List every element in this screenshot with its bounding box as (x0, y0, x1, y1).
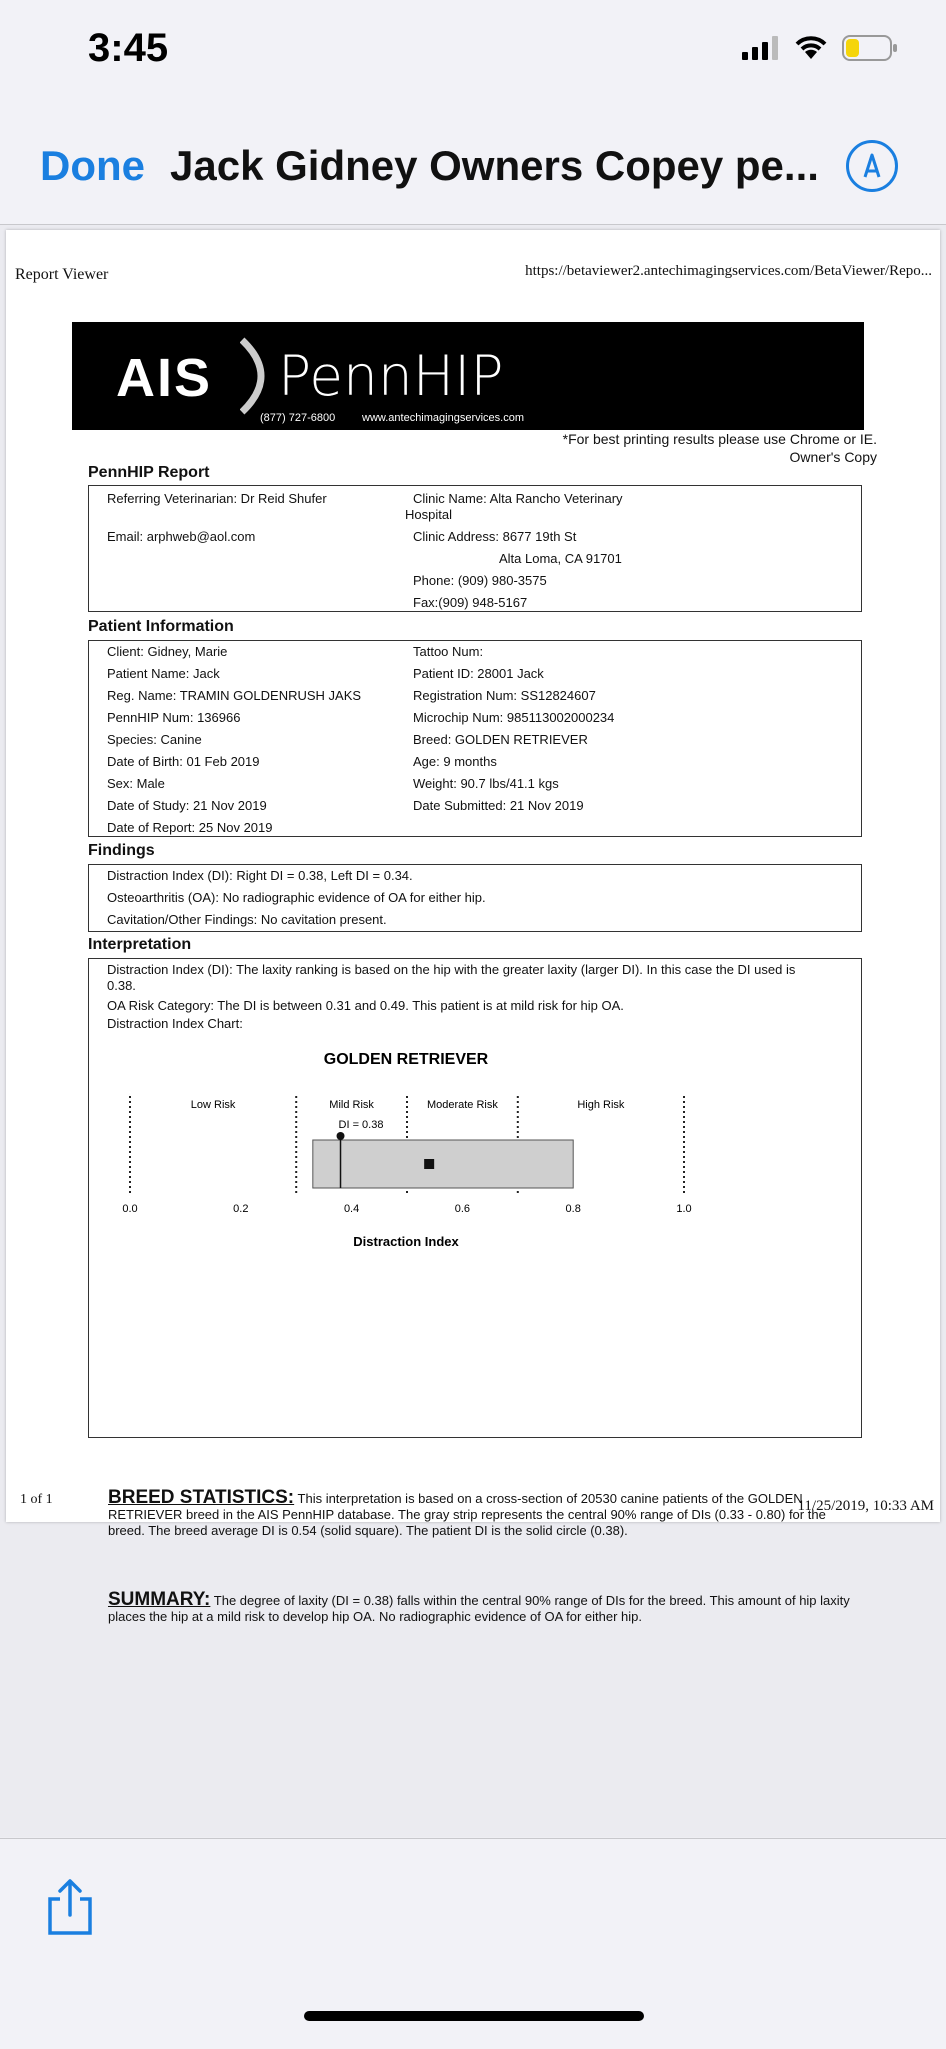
breed-average-marker (424, 1159, 434, 1169)
report-box (88, 485, 862, 612)
summary (108, 1589, 856, 1625)
page-number: 1 of 1 (20, 1492, 53, 1507)
status-time: 3:45 (88, 26, 169, 70)
share-icon (44, 1877, 96, 1937)
patient-field: Date Submitted: 21 Nov 2019 (413, 798, 584, 813)
email: Email: arphweb@aol.com (107, 529, 256, 544)
chart-title: GOLDEN RETRIEVER (323, 1051, 489, 1068)
patient-di-marker (337, 1132, 345, 1140)
clinic-phone: Phone: (909) 980-3575 (413, 573, 547, 588)
patient-field: PennHIP Num: 136966 (107, 710, 241, 725)
pennhip-banner (72, 322, 864, 430)
patient-field: Date of Study: 21 Nov 2019 (107, 798, 267, 813)
x-tick-label: 0.0 (122, 1203, 138, 1215)
interpretation-line: Distraction Index Chart: (107, 1016, 243, 1031)
print-note-line: *For best printing results please use Chrome or IE. (562, 431, 877, 447)
patient-field: Tattoo Num: (413, 644, 484, 659)
done-button[interactable]: Done (40, 142, 145, 189)
risk-zone-label: High Risk (577, 1099, 625, 1111)
patient-field: Date of Report: 25 Nov 2019 (107, 820, 273, 835)
risk-zone-label: Moderate Risk (426, 1099, 498, 1111)
clinic-name: Clinic Name: Alta Rancho Veterinary (413, 491, 623, 506)
breed-statistics-heading: BREED STATISTICS: (108, 1487, 295, 1508)
clinic-fax: Fax:(909) 948-5167 (413, 595, 528, 610)
patient-field: Reg. Name: TRAMIN GOLDENRUSH JAKS (107, 688, 362, 703)
page-header-url: https://betaviewer2.antechimagingservices.com/BetaViewer/Repo... (525, 263, 932, 279)
pennhip-logo-text: PennHIP (278, 344, 504, 408)
x-tick-label: 0.6 (454, 1203, 471, 1215)
finding-line: Distraction Index (DI): Right DI = 0.38, Left DI = 0.34. (107, 868, 413, 883)
patient-field: Patient ID: 28001 Jack (413, 666, 544, 681)
patient-di-label: DI = 0.38 (338, 1119, 384, 1131)
document-title: Jack Gidney Owners Copey pe... (170, 142, 819, 189)
breed-statistics-text: This interpretation is based on a cross-section of 20530 canine patients of the GOLDEN RETRIEVER breed in the AIS PennHIP database. The gray strip represents the central 90% range of DIs (0.33 - 0.80) for the breed. The breed average DI is 0.54 (solid square). The patient DI is the solid circle (0.38). (108, 1491, 826, 1538)
patient-box (88, 640, 862, 837)
patient-field: Age: 9 months (413, 754, 497, 769)
clinic-address: Clinic Address: 8677 19th St (413, 529, 577, 544)
risk-zone-label: Mild Risk (329, 1099, 374, 1111)
bottom-toolbar (0, 1838, 946, 2049)
status-bar (0, 0, 946, 100)
navigation-bar (0, 100, 946, 225)
section-title-patient: Patient Information (88, 618, 234, 635)
section-title-report: PennHIP Report (88, 464, 210, 481)
wifi-icon (794, 35, 828, 61)
home-indicator (304, 2011, 644, 2021)
x-tick-label: 1.0 (676, 1203, 692, 1215)
clinic-address-cont: Alta Loma, CA 91701 (499, 551, 622, 566)
clinic-name-cont: Hospital (405, 507, 452, 522)
referring-vet: Referring Veterinarian: Dr Reid Shufer (107, 491, 327, 506)
summary-text: The degree of laxity (DI = 0.38) falls within the central 90% range of DIs for the breed. This amount of hip laxity places the hip at a mild risk to develop hip OA. No radiographic evidence of OA for either hip. (108, 1593, 850, 1624)
distraction-index-chart (106, 1050, 726, 1250)
patient-field: Weight: 90.7 lbs/41.1 kgs (413, 776, 559, 791)
markup-button[interactable] (846, 140, 898, 192)
patient-field: Patient Name: Jack (107, 666, 220, 681)
findings-box (88, 864, 862, 932)
patient-field: Date of Birth: 01 Feb 2019 (107, 754, 260, 769)
markup-pen-icon (849, 143, 895, 189)
risk-zone-label: Low Risk (190, 1099, 236, 1111)
section-title-findings: Findings (88, 842, 155, 859)
patient-field: Breed: GOLDEN RETRIEVER (413, 732, 588, 747)
cellular-signal-icon (742, 36, 780, 60)
banner-phone: (877) 727-6800 (260, 412, 336, 424)
patient-field: Species: Canine (107, 732, 202, 747)
ais-logo-text: AIS (116, 348, 213, 408)
summary-heading: SUMMARY: (108, 1589, 211, 1610)
print-timestamp: 11/25/2019, 10:33 AM (797, 1498, 934, 1514)
x-tick-label: 0.2 (233, 1203, 249, 1215)
page-header-left: Report Viewer (15, 266, 109, 283)
breed-statistics (108, 1487, 856, 1539)
chart-x-axis-label: Distraction Index (353, 1234, 459, 1249)
battery-icon (842, 34, 898, 62)
patient-field: Microchip Num: 985113002000234 (413, 710, 615, 725)
share-button[interactable] (44, 1877, 96, 1942)
interpretation-line: OA Risk Category: The DI is between 0.31 and 0.49. This patient is at mild risk for hip OA. (107, 998, 624, 1013)
status-icons (742, 34, 898, 62)
interpretation-line: Distraction Index (DI): The laxity ranking is based on the hip with the greater laxity (larger DI). In this case the DI used is (107, 962, 796, 977)
x-tick-label: 0.4 (343, 1203, 360, 1215)
x-tick-label: 0.8 (565, 1203, 581, 1215)
patient-field: Sex: Male (107, 776, 165, 791)
print-note (563, 430, 877, 466)
pdf-page (6, 230, 940, 1624)
patient-field: Registration Num: SS12824607 (413, 688, 596, 703)
finding-line: Osteoarthritis (OA): No radiographic evidence of OA for either hip. (107, 890, 486, 905)
finding-line: Cavitation/Other Findings: No cavitation present. (107, 912, 387, 927)
interpretation-line: 0.38. (107, 978, 136, 993)
patient-field: Client: Gidney, Marie (107, 644, 228, 659)
banner-website: www.antechimagingservices.com (362, 412, 525, 424)
breed-range-strip (313, 1140, 573, 1188)
section-title-interpretation: Interpretation (88, 936, 192, 953)
owners-copy-label: Owner's Copy (789, 449, 877, 465)
logo-swoosh-icon (240, 336, 274, 416)
